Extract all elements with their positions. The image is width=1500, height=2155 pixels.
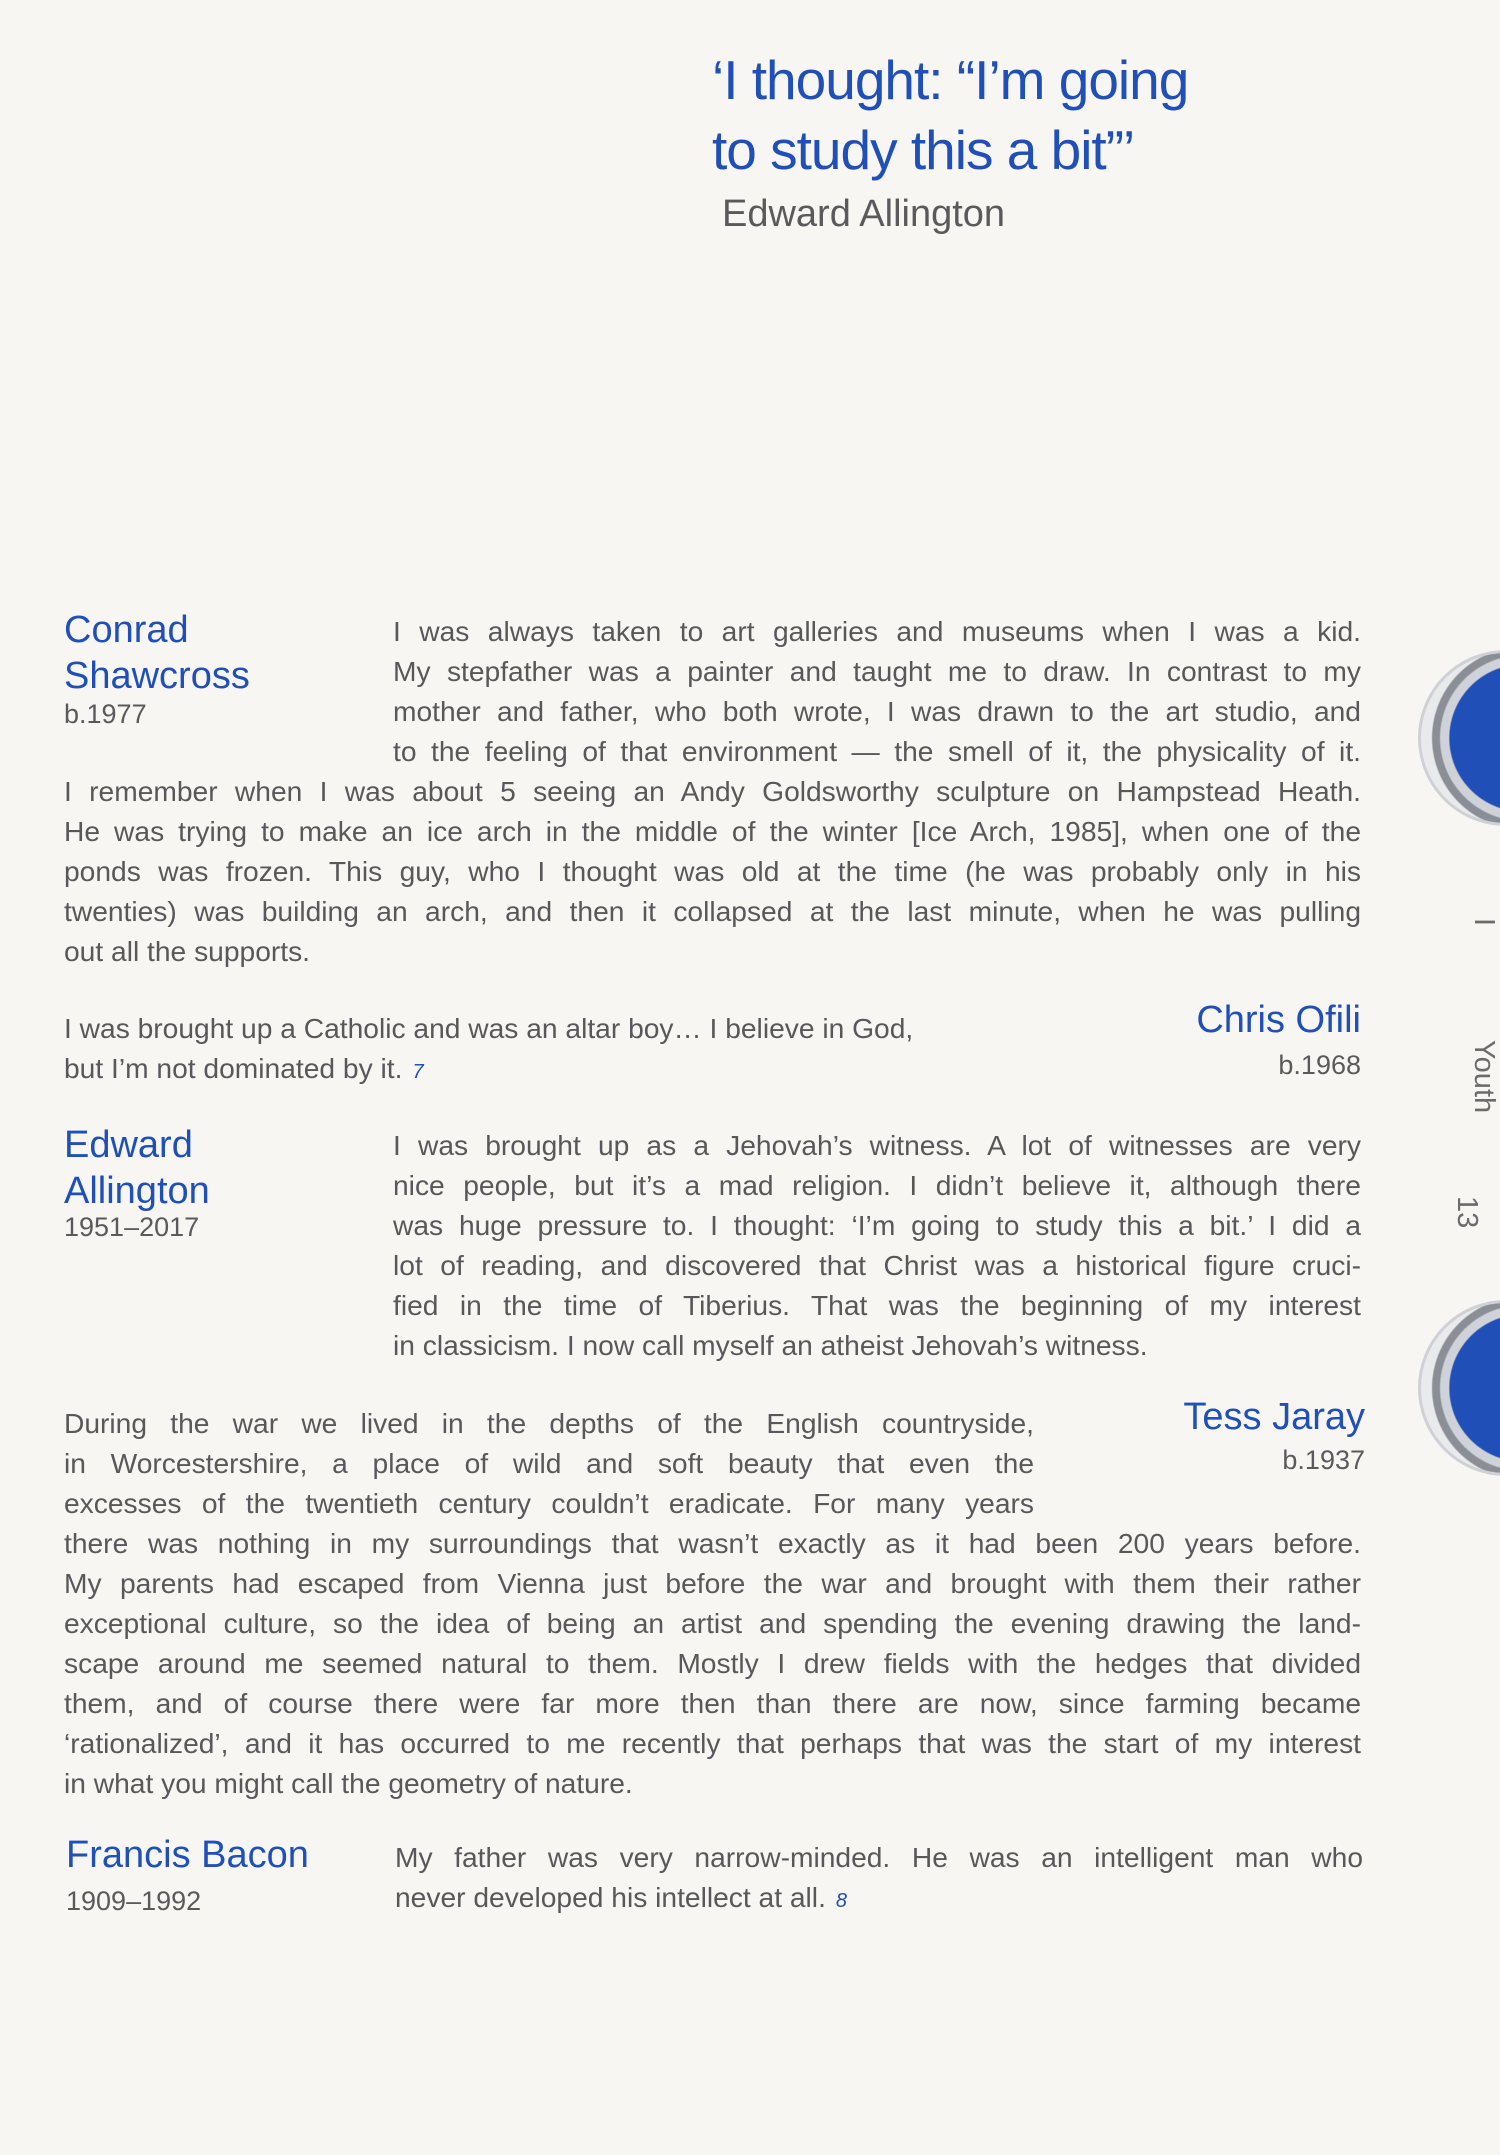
artist-name-line: Chris Ofili <box>1196 999 1361 1041</box>
text-line: scape around me seemed natural to them. Mostly I drew fields with the hedges that divided <box>64 1647 1361 1679</box>
text-line: I remember when I was about 5 seeing an Andy Goldsworthy sculpture on Hampstead Heath. <box>64 775 1361 807</box>
text-line: fied in the time of Tiberius. That was the beginning of my interest <box>393 1289 1361 1321</box>
text-line: My parents had escaped from Vienna just before the war and brought with them their rather <box>64 1567 1361 1599</box>
artist-dates: 1909–1992 <box>66 1886 202 1916</box>
artist-name <box>1080 1394 1365 1440</box>
text-line: exceptional culture, so the idea of being an artist and spending the evening drawing the land- <box>64 1607 1361 1639</box>
artist-name-line: Shawcross <box>64 655 250 697</box>
text-line <box>64 1048 1034 1092</box>
footnote-reference: 7 <box>412 1061 424 1083</box>
artist-name-line: Francis Bacon <box>66 1834 309 1876</box>
text-line: out all the supports. <box>64 935 311 967</box>
quote-paragraph <box>395 1837 1363 1921</box>
page-number: 13 <box>1451 1196 1483 1229</box>
text-line: lot of reading, and discovered that Christ was a historical figure cruci- <box>393 1249 1361 1281</box>
artist-dates: b.1937 <box>1282 1445 1365 1475</box>
artist-name-line: Tess Jaray <box>1183 1396 1365 1438</box>
text-line: nice people, but it’s a mad religion. I didn’t believe it, although there <box>393 1169 1361 1201</box>
text-line: ‘rationalized’, and it has occurred to me recently that perhaps that was the start of my interest <box>64 1727 1361 1759</box>
text-line-content: but I’m not dominated by it. <box>64 1052 403 1084</box>
artist-name <box>66 1832 309 1878</box>
quote-paragraph <box>64 1403 1034 1523</box>
text-line: in Worcestershire, a place of wild and soft beauty that even the <box>64 1447 1034 1479</box>
artist-name-line: Conrad <box>64 609 189 651</box>
quote-paragraph-continued <box>64 771 1361 971</box>
thumb-index-tab[interactable] <box>1418 650 1500 826</box>
text-line-content: never developed his intellect at all. <box>395 1881 826 1913</box>
pull-quote <box>712 45 1272 185</box>
pull-quote-line: ‘I thought: “I’m going <box>712 49 1189 111</box>
artist-name-line: Allington <box>64 1170 210 1212</box>
text-line: them, and of course there were far more then than there are now, since farming became <box>64 1687 1361 1719</box>
text-line: My father was very narrow-minded. He was an intelligent man who <box>395 1841 1363 1873</box>
text-line: twenties) was building an arch, and then it collapsed at the last minute, when he was pulling <box>64 895 1361 927</box>
text-line: mother and father, who both wrote, I was drawn to the art studio, and <box>393 695 1361 727</box>
text-line: During the war we lived in the depths of the English countryside, <box>64 1407 1034 1439</box>
text-line: My stepfather was a painter and taught me to draw. In contrast to my <box>393 655 1361 687</box>
text-line: ponds was frozen. This guy, who I thought was old at the time (he was probably only in his <box>64 855 1361 887</box>
text-line: there was nothing in my surroundings that wasn’t exactly as it had been 200 years before. <box>64 1527 1361 1559</box>
pull-quote-line: to study this a bit”’ <box>712 119 1135 181</box>
text-line <box>395 1877 1363 1921</box>
quote-paragraph-continued <box>64 1523 1361 1803</box>
text-line: I was brought up a Catholic and was an altar boy… I believe in God, <box>64 1012 914 1044</box>
text-line: I was brought up as a Jehovah’s witness. A lot of witnesses are very <box>393 1129 1361 1161</box>
text-line: in what you might call the geometry of nature. <box>64 1767 633 1799</box>
text-line: in classicism. I now call myself an atheist Jehovah’s witness. <box>393 1329 1148 1361</box>
text-line: to the feeling of that environment — the smell of it, the physicality of it. <box>393 735 1361 767</box>
artist-name <box>1080 997 1361 1043</box>
text-line: I was always taken to art galleries and museums when I was a kid. <box>393 615 1361 647</box>
pull-quote-author: Edward Allington <box>722 193 1006 235</box>
thumb-index-tab[interactable] <box>1418 1300 1500 1476</box>
artist-dates: 1951–2017 <box>64 1212 200 1242</box>
text-line: excesses of the twentieth century couldn’t eradicate. For many years <box>64 1487 1034 1519</box>
section-marker: I <box>1468 918 1500 927</box>
artist-name-line: Edward <box>64 1124 193 1166</box>
artist-name <box>64 607 250 699</box>
quote-paragraph <box>64 1008 1034 1092</box>
section-title: Youth <box>1468 1040 1500 1114</box>
artist-dates: b.1977 <box>64 699 147 729</box>
quote-paragraph <box>393 1125 1361 1365</box>
artist-dates: b.1968 <box>1278 1050 1361 1080</box>
artist-name <box>64 1122 210 1214</box>
footnote-reference: 8 <box>835 1890 848 1912</box>
text-line: was huge pressure to. I thought: ‘I’m going to study this a bit.’ I did a <box>393 1209 1361 1241</box>
quote-paragraph <box>393 611 1361 771</box>
text-line: He was trying to make an ice arch in the middle of the winter [Ice Arch, 1985], when one of the <box>64 815 1361 847</box>
